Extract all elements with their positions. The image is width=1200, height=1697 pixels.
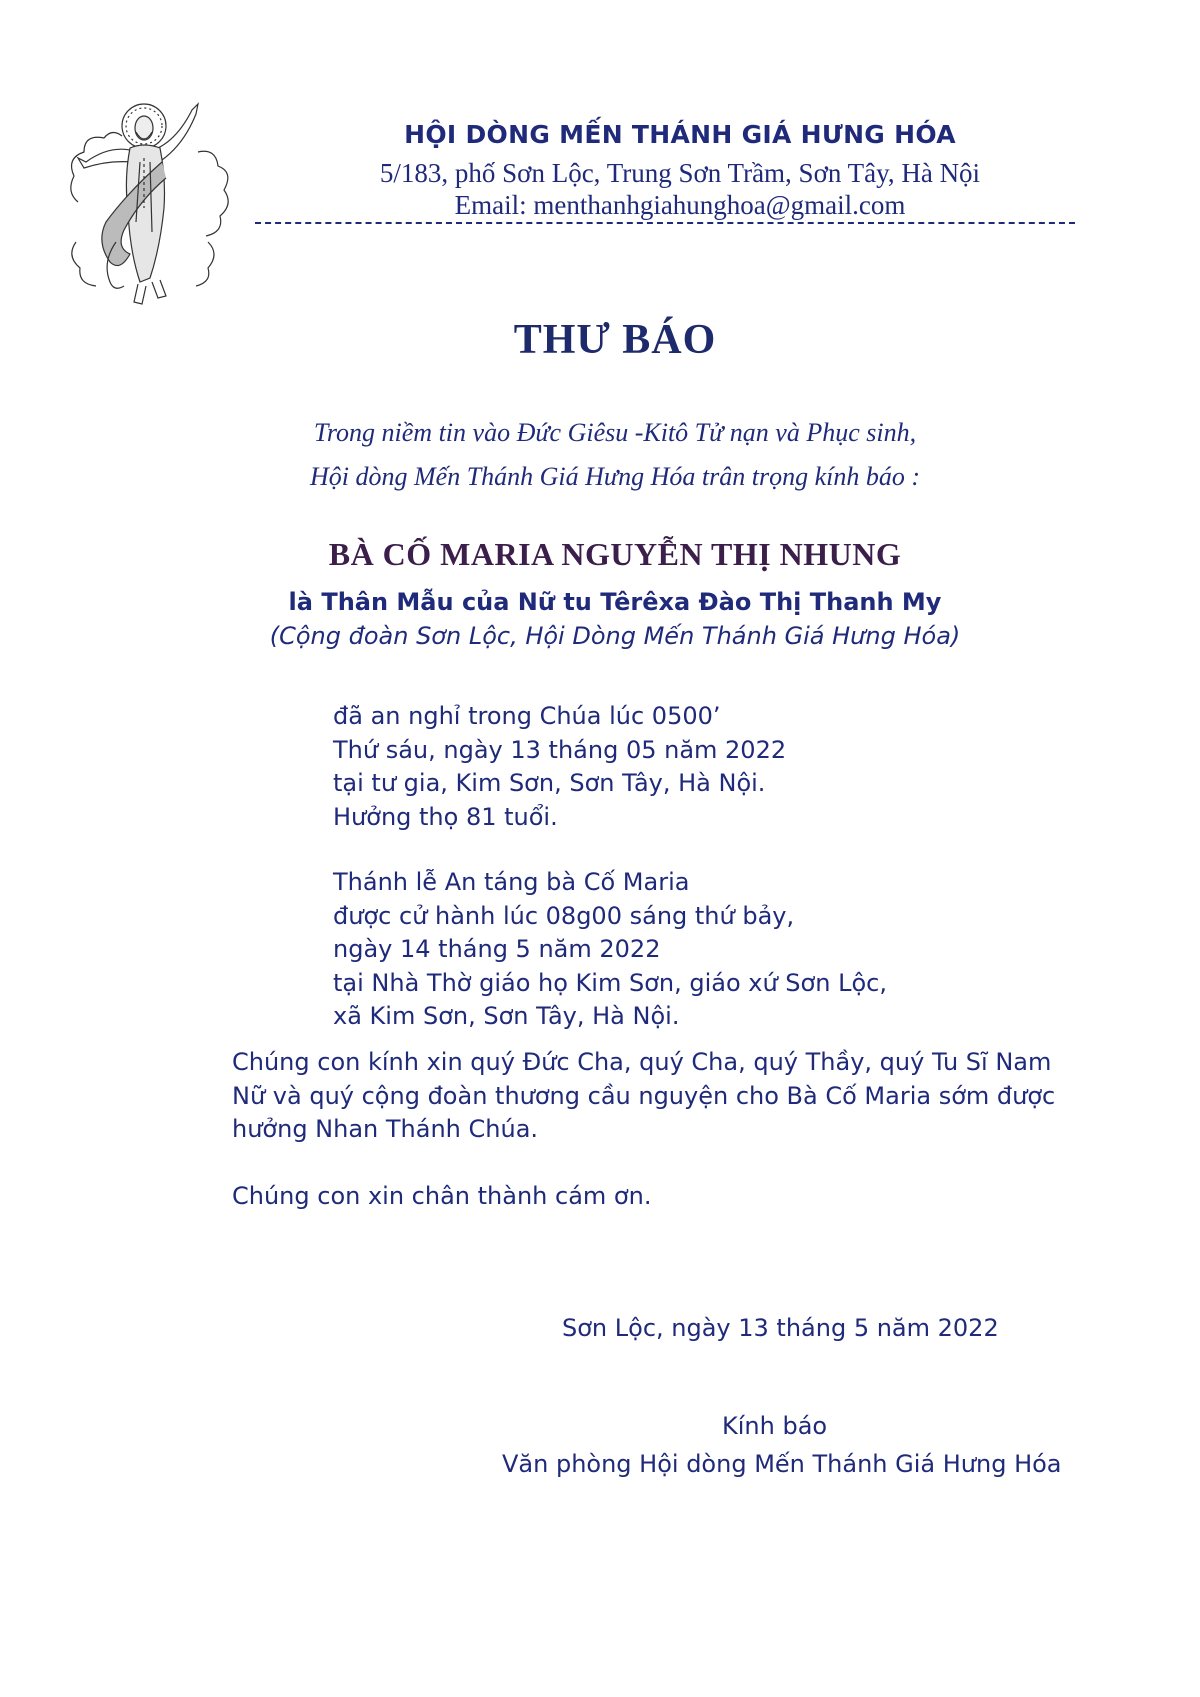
organization-email: Email: menthanhgiahunghoa@gmail.com [454,190,906,220]
organization-address: 5/183, phố Sơn Lộc, Trung Sơn Trầm, Sơn Tây, Hà Nội [379,158,981,188]
closing: Kính báo [722,1412,828,1440]
death-info-line: Thứ sáu, ngày 13 tháng 05 năm 2022 [333,735,787,764]
intro-line-1: Trong niềm tin vào Đức Giêsu -Kitô Tử nạn và Phục sinh, [313,418,917,447]
page-title: THƯ BÁO [513,317,717,363]
risen-christ-icon [58,92,234,324]
prayer-request-line: Nữ và quý cộng đoàn thương cầu nguyện cho Bà Cố Maria sớm được [232,1081,1056,1110]
prayer-request-line: Chúng con kính xin quý Đức Cha, quý Cha, quý Thầy, quý Tu Sĩ Nam [232,1048,1052,1076]
deceased-community: (Cộng đoàn Sơn Lộc, Hội Dòng Mến Thánh Giá Hưng Hóa) [269,622,961,650]
funeral-info-line: được cử hành lúc 08g00 sáng thứ bảy, [333,901,795,930]
deceased-name: BÀ CỐ MARIA NGUYỄN THỊ NHUNG [328,536,902,572]
prayer-request [232,1046,1082,1147]
place-date: Sơn Lộc, ngày 13 tháng 5 năm 2022 [562,1314,999,1342]
funeral-info-line: xã Kim Sơn, Sơn Tây, Hà Nội. [333,1002,680,1030]
deceased-relation: là Thân Mẫu của Nữ tu Têrêxa Đào Thị Thanh My [288,588,942,616]
death-info-line: tại tư gia, Kim Sơn, Sơn Tây, Hà Nội. [333,769,766,797]
funeral-info-line: ngày 14 tháng 5 năm 2022 [333,935,661,963]
header-divider [255,222,1075,224]
funeral-info-line: tại Nhà Thờ giáo họ Kim Sơn, giáo xứ Sơn Lộc, [333,968,887,997]
intro-line-2: Hội dòng Mến Thánh Giá Hưng Hóa trân trọng kính báo : [310,462,920,491]
death-info-line: Hưởng thọ 81 tuổi. [333,802,558,831]
thanks-paragraph [232,1180,1082,1214]
death-info [333,700,786,834]
death-info-line: đã an nghỉ trong Chúa lúc 0500’ [333,702,721,730]
funeral-info [333,866,887,1034]
thanks-line: Chúng con xin chân thành cám ơn. [232,1182,652,1210]
funeral-info-line: Thánh lễ An táng bà Cố Maria [333,868,690,896]
signature: Văn phòng Hội dòng Mến Thánh Giá Hưng Hóa [502,1450,1062,1478]
prayer-request-line: hưởng Nhan Thánh Chúa. [232,1115,539,1143]
organization-name: HỘI DÒNG MẾN THÁNH GIÁ HƯNG HÓA [404,120,956,149]
